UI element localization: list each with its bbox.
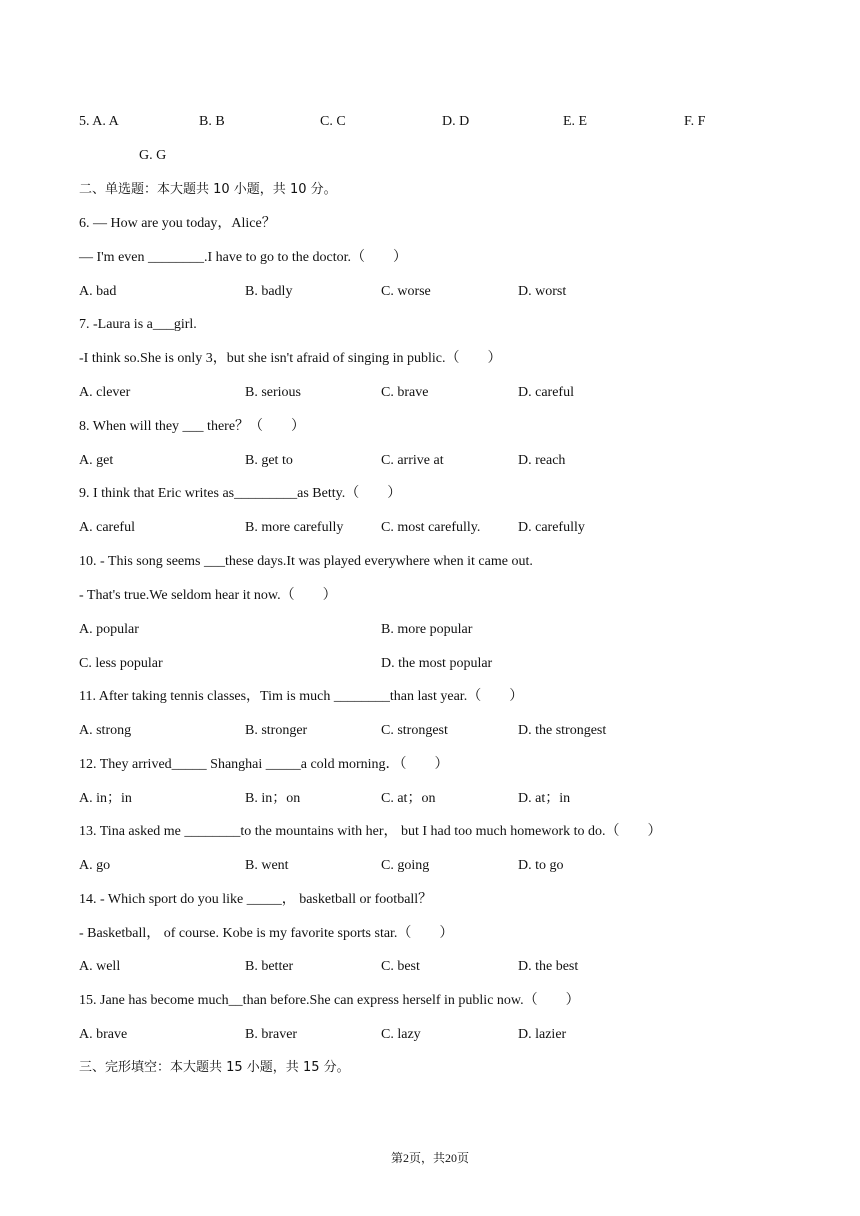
question-6-option-d: D. worst (518, 284, 567, 299)
question-8-option-b: B. get to (245, 453, 293, 468)
question-10-option-d: D. the most popular (381, 656, 493, 671)
question-12-option-a: A. in；in (79, 791, 132, 806)
page-number: 第2页，共20页 (390, 1151, 469, 1165)
q5-option-f: F. F (684, 114, 706, 129)
question-13-stem: 13. Tina asked me ________to the mountains with her， but I had too much homework to do.（ ） (79, 824, 662, 839)
question-9-option-b: B. more carefully (245, 520, 344, 535)
question-12-option-b: B. in；on (245, 791, 301, 806)
question-15-stem: 15. Jane has become much__than before.She can express herself in public now.（ ） (79, 993, 580, 1008)
question-6-option-b: B. badly (245, 284, 293, 299)
question-6-option-a: A. bad (79, 284, 117, 299)
question-14-response: - Basketball， of course. Kobe is my favorite sports star.（ ） (79, 926, 454, 941)
question-9-option-c: C. most carefully. (381, 520, 481, 535)
question-14-option-b: B. better (245, 959, 294, 974)
question-6-stem: 6. — How are you today，Alice？ (79, 216, 276, 231)
question-9-option-d: D. carefully (518, 520, 585, 535)
question-14-option-a: A. well (79, 959, 121, 974)
section-heading-cloze: 三、完形填空：本大题共 15 小题，共 15 分。 (79, 1060, 350, 1075)
question-7-option-d: D. careful (518, 385, 574, 400)
question-10-stem: 10. - This song seems ___these days.It was played everywhere when it came out. (79, 554, 533, 569)
question-8-option-d: D. reach (518, 453, 566, 468)
question-7-option-c: C. brave (381, 385, 429, 400)
question-9-stem: 9. I think that Eric writes as_________as Betty.（ ） (79, 486, 402, 501)
question-10-option-a: A. popular (79, 622, 139, 637)
q5-option-a: 5. A. A (79, 114, 119, 129)
question-7-stem: 7. -Laura is a___girl. (79, 317, 197, 332)
question-11-option-b: B. stronger (245, 723, 308, 738)
question-12-option-d: D. at；in (518, 791, 571, 806)
question-13-option-b: B. went (245, 858, 289, 873)
question-7-option-a: A. clever (79, 385, 131, 400)
question-9-option-a: A. careful (79, 520, 135, 535)
question-12-stem: 12. They arrived_____ Shanghai _____a cold morning．（ ） (79, 757, 449, 772)
question-11-stem: 11. After taking tennis classes，Tim is much ________than last year.（ ） (79, 689, 524, 704)
question-8-option-a: A. get (79, 453, 114, 468)
question-14-option-c: C. best (381, 959, 420, 974)
question-10-response: - That's true.We seldom hear it now.（ ） (79, 588, 337, 603)
q5-option-d: D. D (442, 114, 470, 129)
q5-option-c: C. C (320, 114, 346, 129)
question-13-option-d: D. to go (518, 858, 564, 873)
question-15-option-d: D. lazier (518, 1027, 567, 1042)
question-10-option-b: B. more popular (381, 622, 473, 637)
question-13-option-c: C. going (381, 858, 430, 873)
question-10-option-c: C. less popular (79, 656, 163, 671)
question-11-option-c: C. strongest (381, 723, 448, 738)
question-6-response: — I'm even ________.I have to go to the doctor.（ ） (79, 250, 407, 265)
question-8-option-c: C. arrive at (381, 453, 444, 468)
section-heading-single-choice: 二、单选题：本大题共 10 小题，共 10 分。 (79, 182, 337, 197)
q5-option-g: G. G (139, 148, 167, 163)
question-15-option-b: B. braver (245, 1027, 298, 1042)
question-11-option-d: D. the strongest (518, 723, 607, 738)
q5-option-e: E. E (563, 114, 588, 129)
question-8-stem: 8. When will they ___ there？（ ） (79, 419, 306, 434)
question-14-stem: 14. - Which sport do you like _____， basketball or football？ (79, 892, 433, 907)
question-7-option-b: B. serious (245, 385, 301, 400)
question-15-option-c: C. lazy (381, 1027, 421, 1042)
question-7-response: -I think so.She is only 3，but she isn't afraid of singing in public.（ ） (79, 351, 502, 366)
question-13-option-a: A. go (79, 858, 111, 873)
question-11-option-a: A. strong (79, 723, 132, 738)
question-12-option-c: C. at；on (381, 791, 436, 806)
question-6-option-c: C. worse (381, 284, 431, 299)
question-15-option-a: A. brave (79, 1027, 128, 1042)
q5-option-b: B. B (199, 114, 225, 129)
question-14-option-d: D. the best (518, 959, 579, 974)
